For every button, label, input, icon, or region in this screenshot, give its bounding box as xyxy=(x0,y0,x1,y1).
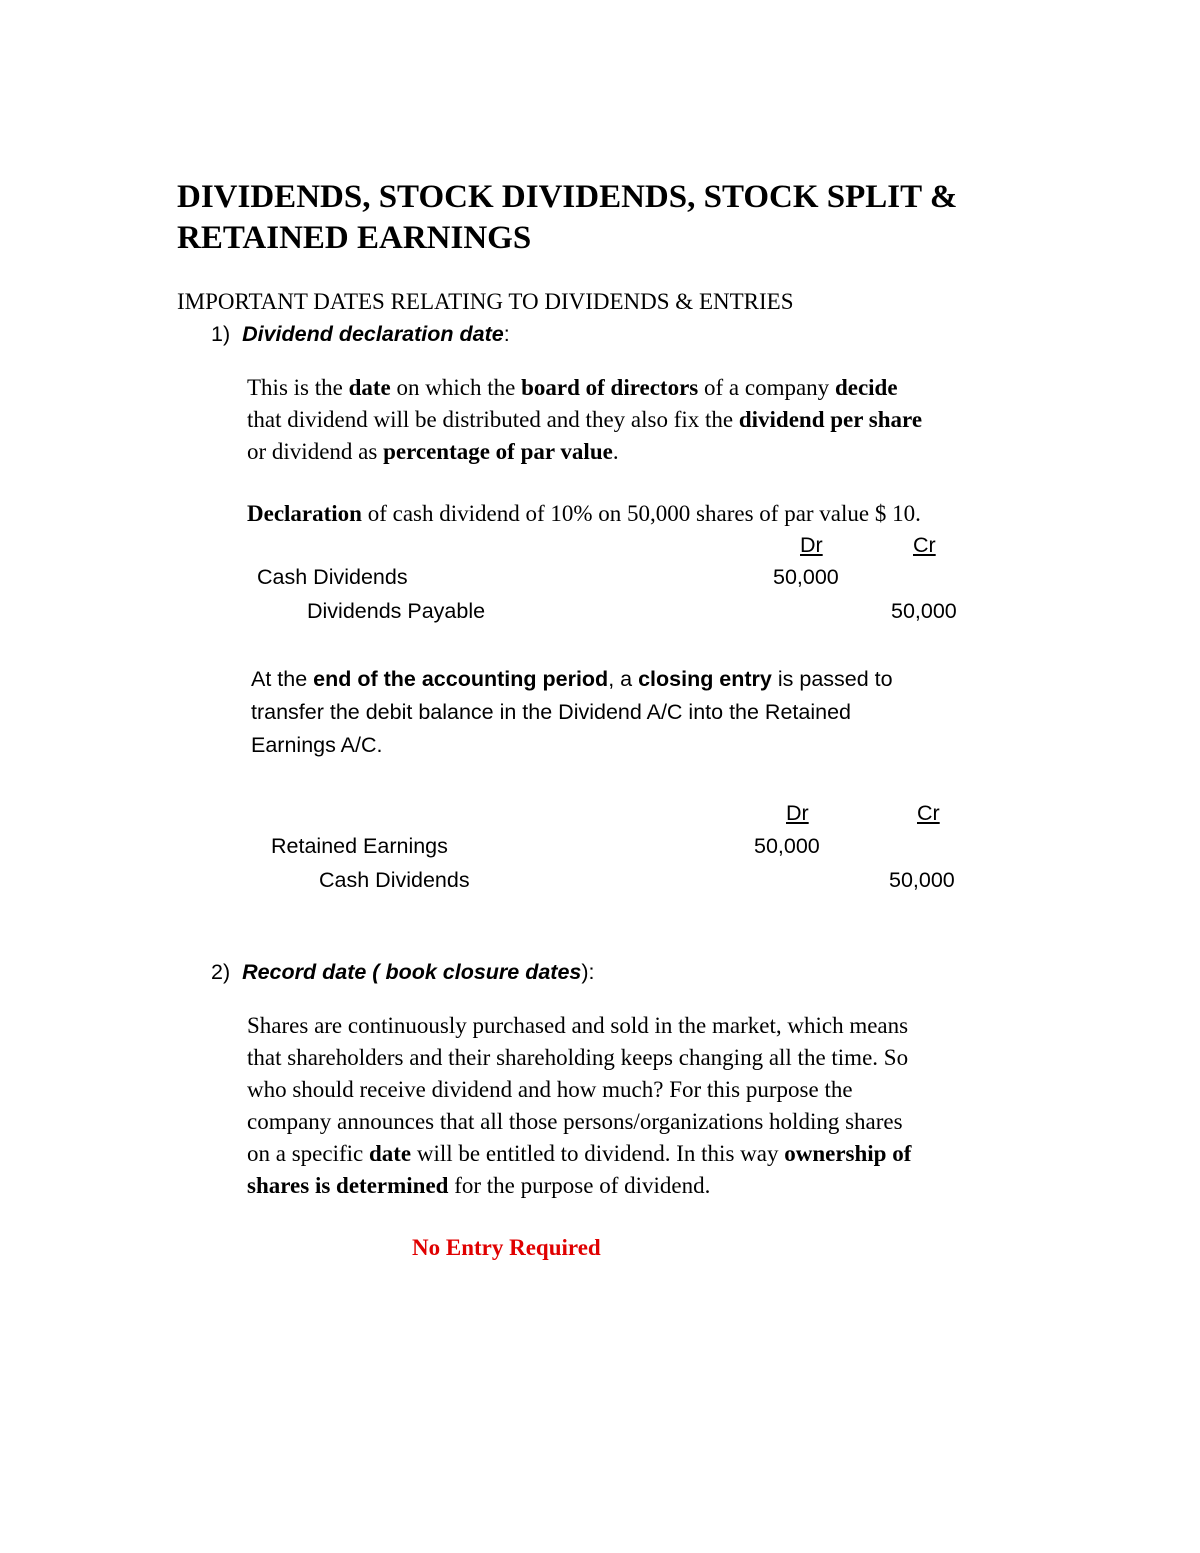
entry-1-debit-amount: 50,000 xyxy=(773,565,839,589)
item-2-number: 2) xyxy=(211,960,231,984)
record-paragraph-line-1: Shares are continuously purchased and sold in the market, which means xyxy=(247,1013,909,1038)
item-1-colon: : xyxy=(503,322,510,346)
entry-2-credit-account: Cash Dividends xyxy=(319,868,470,892)
item-2-colon: ): xyxy=(581,960,595,984)
document-title-line-1: DIVIDENDS, STOCK DIVIDENDS, STOCK SPLIT & xyxy=(177,179,958,215)
declaration-example: Declaration of cash dividend of 10% on 50,000 shares of par value $ 10. xyxy=(247,501,921,526)
declaration-paragraph-line-2: that dividend will be distributed and they also fix the dividend per share xyxy=(247,407,923,432)
entry-1-cr-header: Cr xyxy=(913,533,936,557)
entry-2-credit-amount: 50,000 xyxy=(889,868,955,892)
entry-2-debit-amount: 50,000 xyxy=(754,834,820,858)
closing-paragraph-line-2: transfer the debit balance in the Dividend A/C into the Retained xyxy=(251,700,851,724)
item-2-title: Record date ( book closure dates xyxy=(242,960,582,984)
entry-2-dr-header: Dr xyxy=(786,801,809,825)
closing-paragraph-line-1: At the end of the accounting period, a closing entry is passed to xyxy=(251,667,893,691)
record-paragraph-line-4: company announces that all those persons/organizations holding shares xyxy=(247,1109,903,1134)
record-paragraph-line-2: that shareholders and their shareholding keeps changing all the time. So xyxy=(247,1045,909,1070)
section-heading: IMPORTANT DATES RELATING TO DIVIDENDS & ENTRIES xyxy=(177,289,794,314)
record-paragraph-line-3: who should receive dividend and how much? For this purpose the xyxy=(247,1077,853,1102)
closing-paragraph-line-3: Earnings A/C. xyxy=(251,733,383,757)
document-title-line-2: RETAINED EARNINGS xyxy=(177,220,532,256)
entry-1-debit-account: Cash Dividends xyxy=(257,565,408,589)
no-entry-required-note: No Entry Required xyxy=(412,1235,601,1260)
record-paragraph-line-5: on a specific date will be entitled to dividend. In this way ownership of xyxy=(247,1141,912,1166)
declaration-paragraph-line-1: This is the date on which the board of directors of a company decide xyxy=(247,375,898,400)
record-paragraph-line-6: shares is determined for the purpose of dividend. xyxy=(247,1173,711,1198)
item-1-title: Dividend declaration date xyxy=(242,322,504,346)
entry-2-debit-account: Retained Earnings xyxy=(271,834,448,858)
item-1-heading xyxy=(211,322,510,347)
entry-1-credit-account: Dividends Payable xyxy=(307,599,486,623)
entry-2-cr-header: Cr xyxy=(917,801,940,825)
declaration-paragraph-line-3: or dividend as percentage of par value. xyxy=(247,439,619,464)
entry-1-dr-header: Dr xyxy=(800,533,823,557)
entry-1-credit-amount: 50,000 xyxy=(891,599,957,623)
item-1-number: 1) xyxy=(211,322,231,346)
item-2-heading xyxy=(211,960,595,985)
